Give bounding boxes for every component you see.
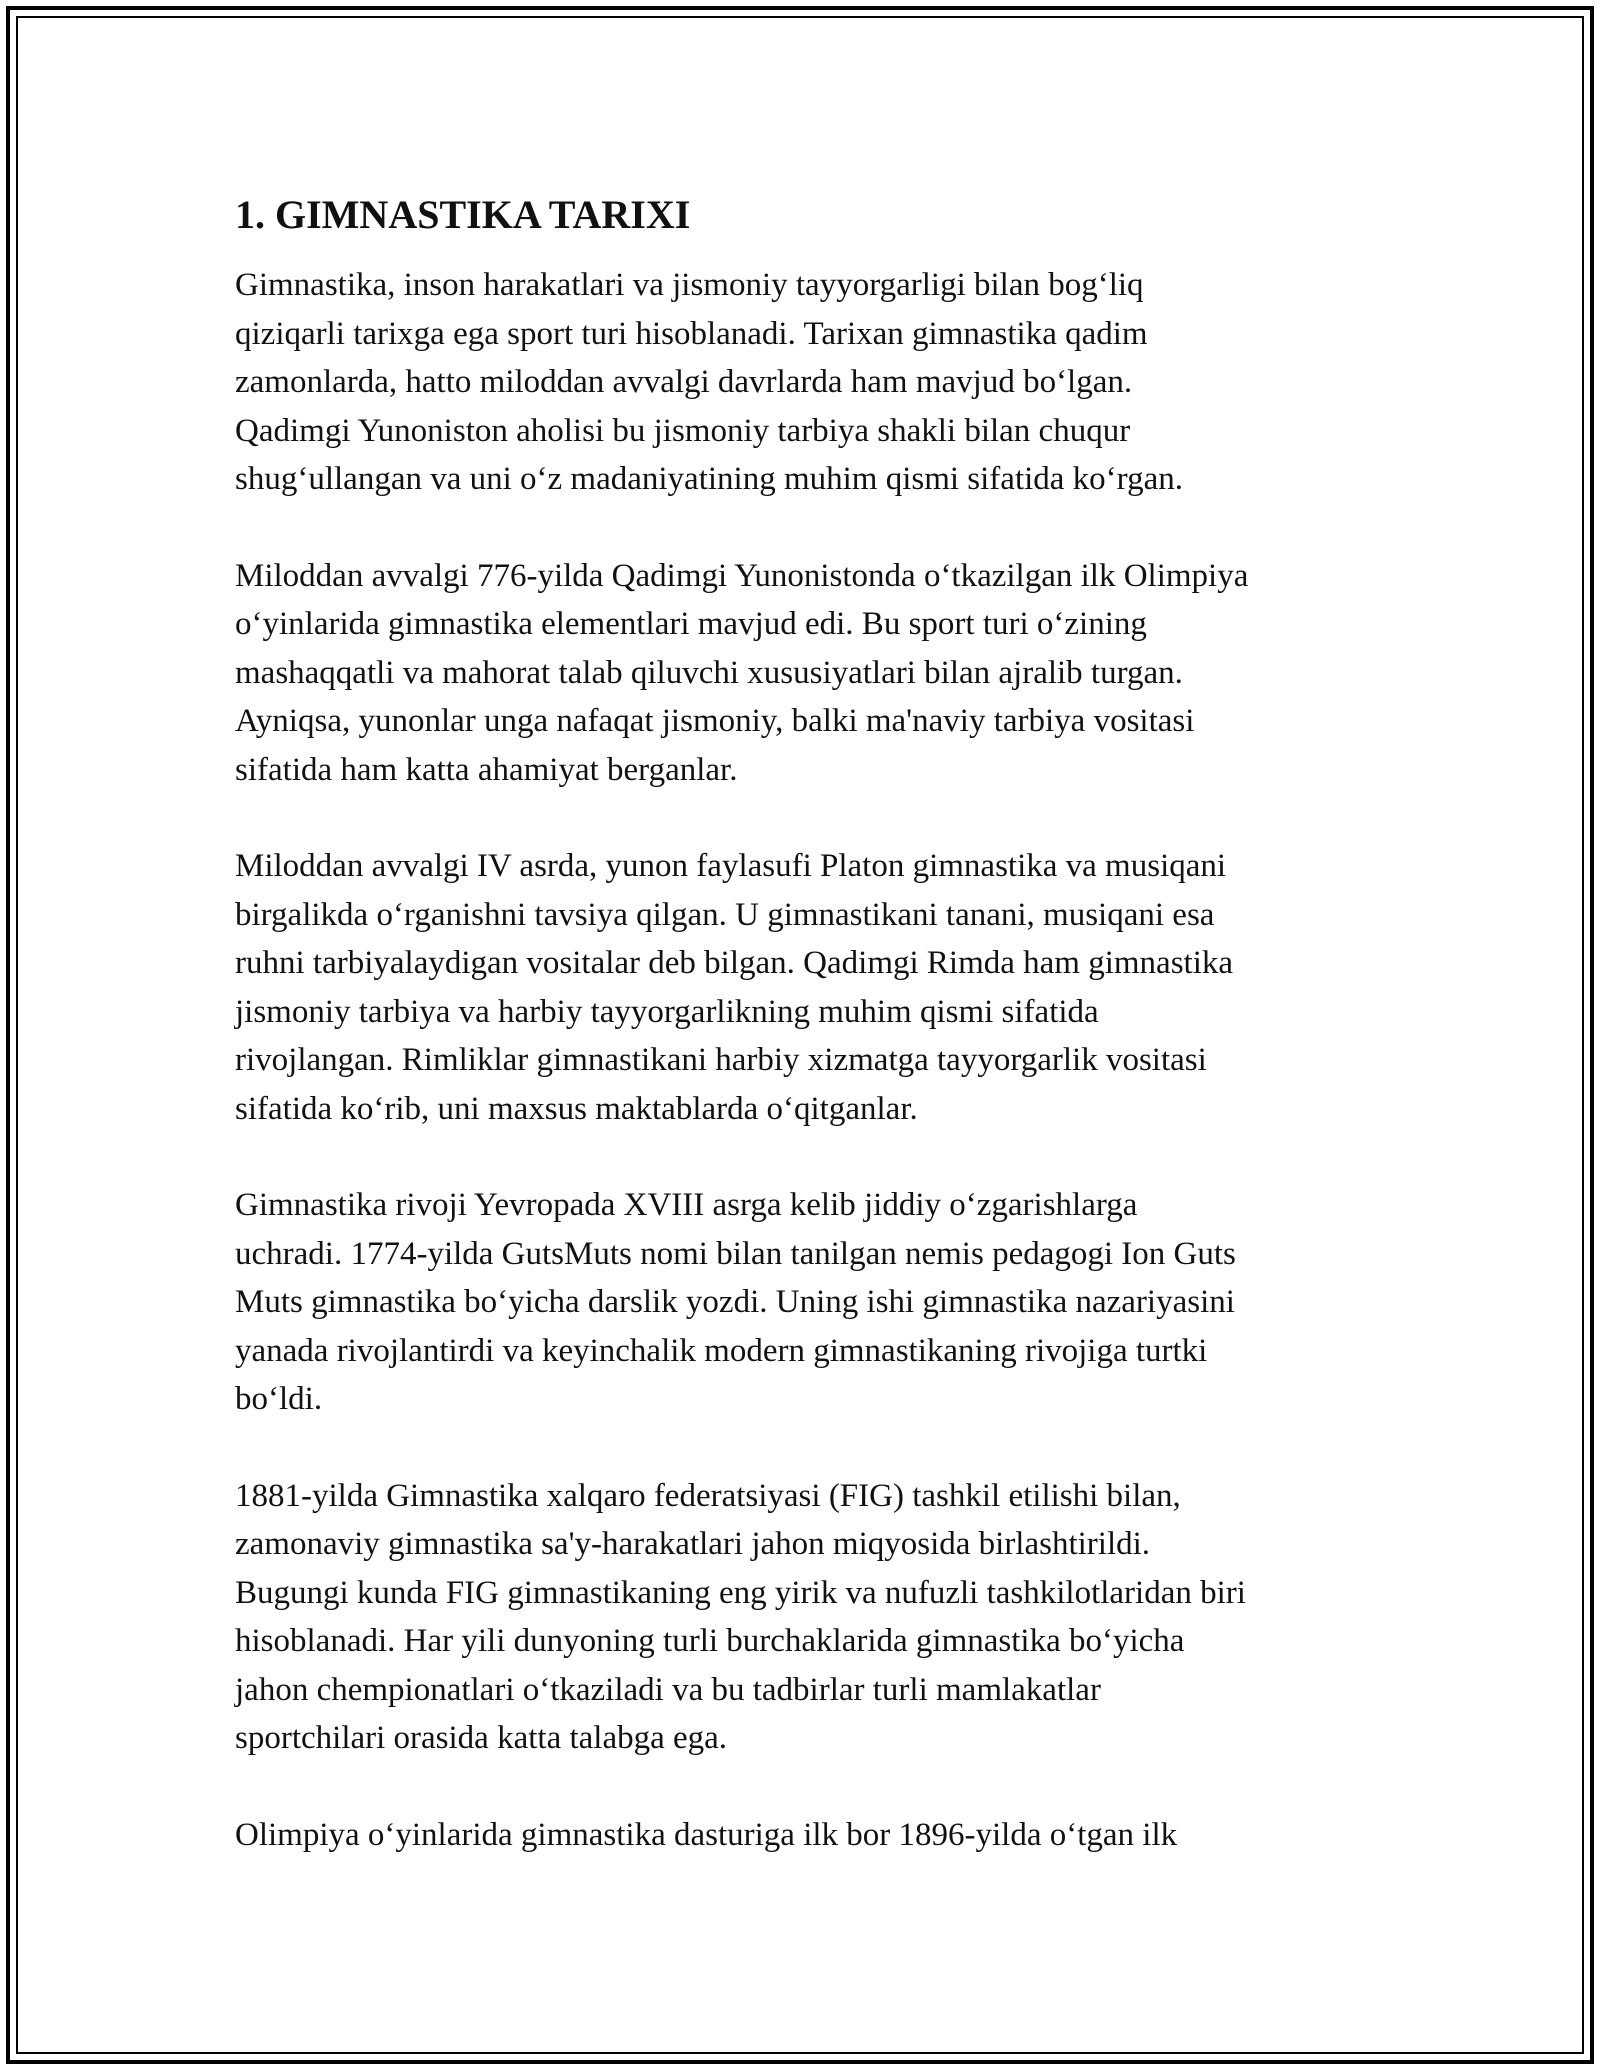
paragraph-4: Gimnastika rivoji Yevropada XVIII asrga kelib jiddiy o‘zgarishlarga uchradi. 1774-yilda GutsMuts nomi bilan tanilgan nemis pedagogi Ion Guts Muts gimnastika bo‘yicha darslik yozdi. Uning ishi gimnastika nazariyasini yanada rivojlantirdi va keyinchalik modern gimnastikaning rivojiga turtki bo‘ldi. xyxy=(235,1187,1236,1417)
paragraph-5: 1881-yilda Gimnastika xalqaro federatsiyasi (FIG) tashkil etilishi bilan, zamonaviy gimnastika sa'y-harakatlari jahon miqyosida birlashtirildi. Bugungi kunda FIG gimnastikaning eng yirik va nufuzli tashkilotlaridan biri hisoblanadi. Har yili dunyoning turli burchaklarida gimnastika bo‘yicha jahon chempionatlari o‘tkaziladi va bu tadbirlar turli mamlakatlar sportchilari orasida katta talabga ega. xyxy=(235,1477,1246,1756)
paragraph-3: Miloddan avvalgi IV asrda, yunon faylasufi Platon gimnastika va musiqani birgalikda o‘rganishni tavsiya qilgan. U gimnastikani tanani, musiqani esa ruhni tarbiyalaydigan vositalar deb bilgan. Qadimgi Rimda ham gimnastika jismoniy tarbiya va harbiy tayyorgarlikning muhim qismi sifatida rivojlangan. Rimliklar gimnastikani harbiy xizmatga tayyorgarlik vositasi sifatida ko‘rib, uni maxsus maktablarda o‘qitganlar. xyxy=(235,848,1234,1127)
paragraph-6: Olimpiya o‘yinlarida gimnastika dasturiga ilk bor 1896-yilda o‘tgan ilk xyxy=(235,1816,1178,1853)
paragraph-2: Miloddan avvalgi 776-yilda Qadimgi Yunonistonda o‘tkazilgan ilk Olimpiya o‘yinlarida gimnastika elementlari mavjud edi. Bu sport turi o‘zining mashaqqatli va mahorat talab qiluvchi xususiyatlari bilan ajralib turgan. Ayniqsa, yunonlar unga nafaqat jismoniy, balki ma'naviy tarbiya vositasi sifatida ham katta ahamiyat berganlar. xyxy=(235,557,1249,788)
section-heading: 1. GIMNASTIKA TARIXI xyxy=(235,192,691,237)
document-body xyxy=(235,183,1395,1907)
paragraph-1: Gimnastika, inson harakatlari va jismoniy tayyorgarligi bilan bog‘liq qiziqarli tarixga ega sport turi hisoblanadi. Tarixan gimnastika qadim zamonlarda, hatto miloddan avvalgi davrlarda ham mavjud bo‘lgan. Qadimgi Yunoniston aholisi bu jismoniy tarbiya shakli bilan chuqur shug‘ullangan va uni o‘z madaniyatining muhim qismi sifatida ko‘rgan. xyxy=(235,267,1183,497)
